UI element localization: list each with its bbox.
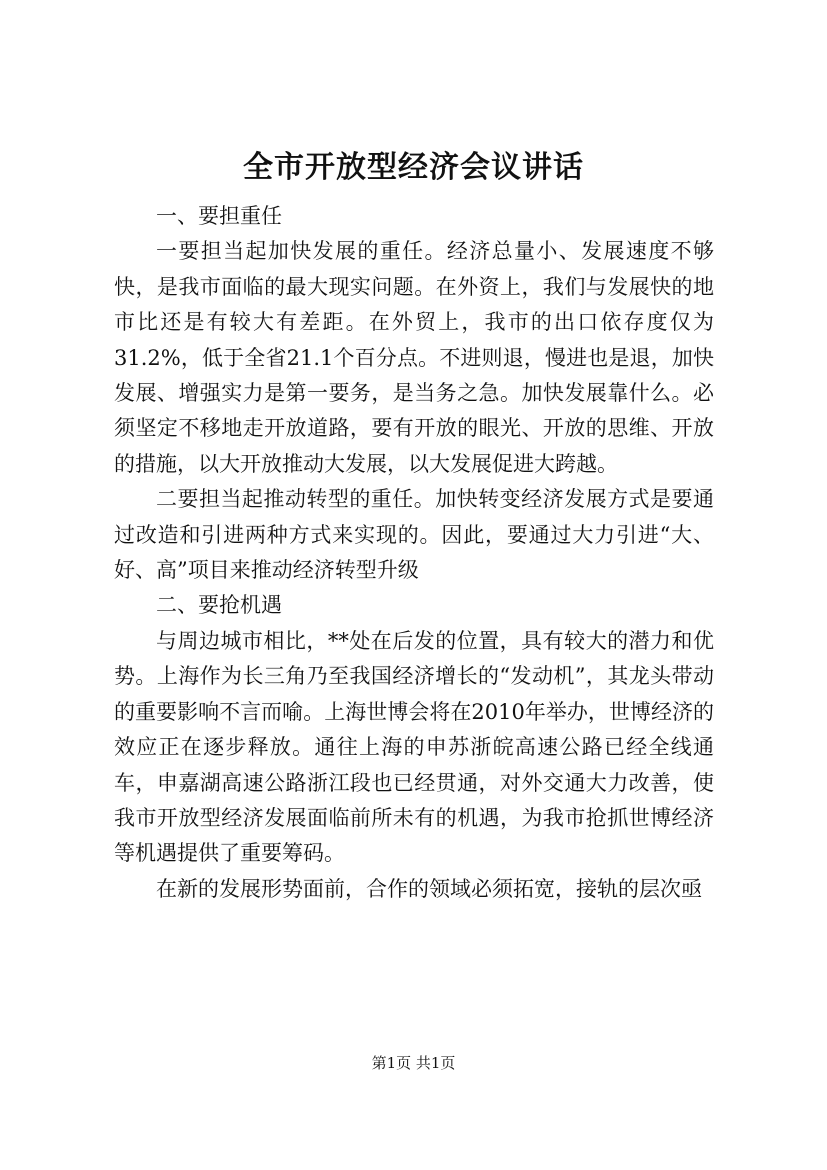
paragraph: 与周边城市相比，**处在后发的位置，具有较大的潜力和优势。上海作为长三角乃至我国经济增长的“发动机”，其龙头带动的重要影响不言而喻。上海世博会将在2010年举办，世博经济的效应正在逐步释放。通往上海的申苏浙皖高速公路已经全线通车，申嘉湖高速公路浙江段也已经贯通，对外交通大力改善，使我市开放型经济发展面临前所未有的机遇，为我市抢抓世博经济等机遇提供了重要筹码。 <box>114 628 714 866</box>
document-body <box>114 199 714 907</box>
document-title: 全市开放型经济会议讲话 <box>243 150 584 185</box>
section-heading: 二、要抢机遇 <box>156 593 282 618</box>
page-footer: 第1页 共1页 <box>371 1054 456 1072</box>
paragraph: 二要担当起推动转型的重任。加快转变经济发展方式是要通过改造和引进两种方式来实现的。因此，要通过大力引进“大、好、高”项目来推动经济转型升级 <box>114 487 714 583</box>
paragraph: 一要担当起加快发展的重任。经济总量小、发展速度不够快，是我市面临的最大现实问题。在外资上，我们与发展快的地市比还是有较大有差距。在外贸上，我市的出口依存度仅为31.2%，低于全省21.1个百分点。不进则退，慢进也是退，加快发展、增强实力是第一要务，是当务之急。加快发展靠什么。必须坚定不移地走开放道路，要有开放的眼光、开放的思维、开放的措施，以大开放推动大发展，以大发展促进大跨越。 <box>114 239 714 476</box>
paragraph: 在新的发展形势面前，合作的领域必须拓宽，接轨的层次亟 <box>156 876 702 901</box>
section-heading: 一、要担重任 <box>156 204 282 228</box>
